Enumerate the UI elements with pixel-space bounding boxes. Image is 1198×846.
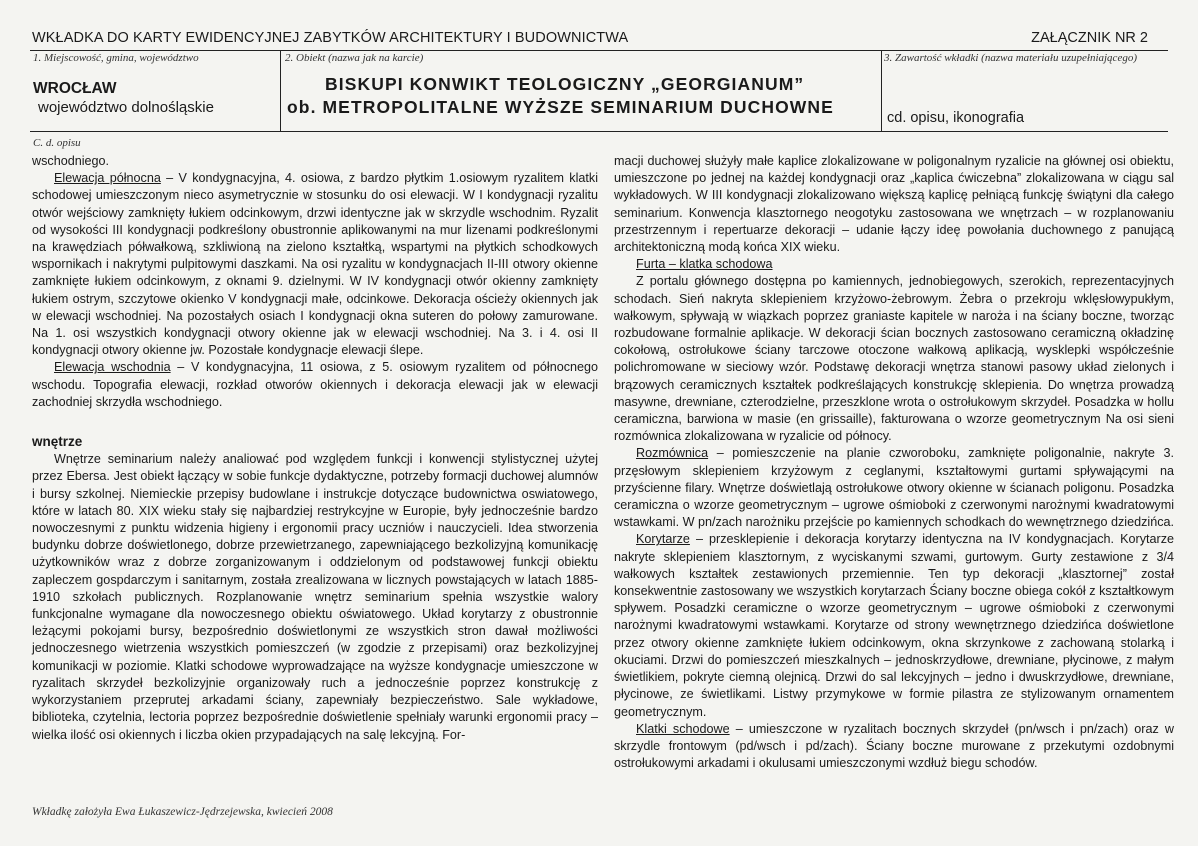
location-label: 1. Miejscowość, gmina, województwo [33,52,199,64]
paragraph-staircases: Klatki schodowe – umieszczone w ryzalitach bocznych skrzydeł (pn/wsch i pn/zach) oraz w skrzydle frontowym (pd/wsch i pd/zach). Ściany boczne murowane z przekutymi ozdobnymi ostrołukowymi arkadami i okulusami umieszczonymi wzdłuż biegu schodów. [614,721,1174,771]
right-column [614,153,1174,772]
region-name: województwo dolnośląskie [38,99,214,116]
attachment-number: ZAŁĄCZNIK NR 2 [1031,30,1148,46]
object-name-line1: BISKUPI KONWIKT TEOLOGICZNY „GEORGIANUM” [325,74,805,94]
form-title: WKŁADKA DO KARTY EWIDENCYJNEJ ZABYTKÓW ARCHITEKTURY I BUDOWNICTWA [32,30,629,46]
paragraph-continuation: wschodniego. [32,154,110,168]
header-bottom-rule [30,131,1168,132]
paragraph-north-elevation: Elewacja północna – V kondygnacyjna, 4. osiowa, z bardzo płytkim 1.osiowym ryzalitem klatki schodowej umieszczonym nieco asymetrycznie w stosunku do osi elewacji. W I kondygnacji ryzalitu otwór wejściowy zamknięty łukiem odcinkowym, drzwi identyczne jak w skrzydle wschodnim. Ryzalit od wysokości III kondygnacji podkreślony obustronnie aplikowanymi na mur lizenami podkreślonymi na krawędziach półwałkową, szkliwioną na zielono kształtką, wspartymi na płytkich schodkowych wspornikach i nakrytymi pulpitowymi daszkami. Na osi ryzalitu w kondygnacjach II-III otwory okienne zamknięte łukiem odcinkowym, z oknami 9. dzielnymi. W IV kondygnacji otwór okienny zamknięty łukiem ostrym, szczytowe okienko V kondygnacji małe, odcinkowe. Dekoracja ościeży okiennych jak w elewacji wschodniej. Na pozostałych osiach I kondygnacji okna suteren do połowy zamurowane. Na 1. osi wszystkich kondygnacji otwory okienne jak w elewacji wschodniej. Na 3. i 4. osi II kondygnacji otwory okienne jw. Pozostałe kondygnacje elewacji ślepe. [32,171,598,358]
paragraph-parlour: Rozmównica – pomieszczenie na planie czworoboku, zamknięte poligonalnie, nakryte 3. przęsłowym sklepieniem krzyżowym z ceglanymi, kształtowymi gurtami spływającymi na przyścienne filary. Wnętrze doświetlają ostrołukowe otwory okienne w ścianach poligonu. Posadzka ceramiczna o wzorze geometrycznym – ugrowe ośmioboki z czerwonymi narożnymi kwadratowymi wstawkami. W pn/zach narożniku przejście po kamiennych schodkach do wewnętrznego dziedzińca. [614,446,1174,530]
section-label: C. d. opisu [33,137,81,149]
paragraph-east-elevation: Elewacja wschodnia – V kondygnacyjna, 11 osiowa, z 5. osiowym ryzalitem od północnego wschodu. Topografia elewacji, rozkład otworów okiennych i dekoracja elewacji jak w elewacji zachodniej skrzydła wschodniego. [32,360,599,409]
heading-gate-staircase: Furta – klatka schodowa [636,257,773,272]
paragraph-gate-staircase: Z portalu głównego dostępna po kamiennych, jednobiegowych, szerokich, reprezentacyjnych schodach. Sień nakryta sklepieniem krzyżowo-żebrowym. Żebra o przekroju wklęsłowypukłym, wałkowym, spływają w wiązkach poprzez graniaste kapitele w naroża i na ściany boczne, tworząc rozbudowane formalnie aplikacje. W dekoracji ścian bocznych zastosowano ceramiczną okładzinę cokołową, ostrołukowe ściany tarczowe otoczone wałkową aplikacją, wysklepki współcześnie polichromowane w sieciowy wzór. Podstawę dekoracji wnętrza stanowi pasowy układ zielonych i brązowych ceramicznych kształtek podkreślających konstrukcję sklepienia. Do wnętrza prowadzą masywne, drewniane, czterodzielne, przeszklone wrota o ostrołukowym skrzydeł. Posadzka w hollu ceramiczna, barwiona w masie (en grissaille), fakturowana o wzorze geometrycznym Na osi sieni rozmównica zlokalizowana w ryzalicie od północy. [614,274,1174,444]
city-name: WROCŁAW [33,80,117,97]
footer-author: Wkładkę założyła Ewa Łukaszewicz-Jędrzejewska, kwiecień 2008 [32,806,333,818]
header-top-rule [30,50,1168,51]
heading-north-elevation: Elewacja północna [54,171,161,186]
box-divider-2 [881,50,882,132]
paragraph-formation: macji duchowej służyły małe kaplice zlokalizowane w poligonalnym ryzalicie na głównej osi obiektu, umieszczone po jednej na każdej kondygnacji oraz „kaplica ćwiczebna” zlokalizowana w ciągu sal wykładowych. W III kondygnacji zlokalizowano większą kaplicę pełniącą funkcję świątyni dla całego seminarium. Konwencja klasztornego neogotyku zastosowana we wnętrzach – w rozplanowaniu przestrzennym i repertuarze dekoracji – udanie łączy ideę powołania duchownego z panującą architektoniczną modą końca XIX wieku. [614,154,1174,255]
box-divider-1 [280,50,281,132]
paragraph-interior: Wnętrze seminarium należy analiować pod względem funkcji i konwencji stylistycznej użytej przez Ebersa. Jest obiekt łączący w sobie funkcje dydaktyczne, potrzeby formacji duchowej alumnów i bursy szkolnej. Niemieckie przepisy budowlane i instrukcje dotyczące budownictwa oswiatowego, które w latach 80. XIX wieku stały się najbardziej restrykcyjne w Europie, były jednocześnie bardzo nowoczesnymi z punktu widzenia higieny i ergonomii pracy uczniów i nauczycieli. Idea stworzenia budynku dobrze doświetlonego, dobrze przewietrzanego, zapewniającego bezkolizyjną komunikację użytkowników wraz z dobrze zorganizowanym i oddzielonym od podstawowej funkcji obiektu zapleczem gospdarczym i sanitarnym, została zrealizowana w licznych powstających w latach 1885-1910 szkołach publicznych. Rozplanowanie wnętrz seminarium spełnia wszystkie walory funkcjonalne wymagane dla nowoczesnego obiektu oświatowego. Układ korytarzy z obustronnie leżącymi pokojami bursy, bezpośrednio doświetlonymi ze wszystkich stron dawał możliwości jednoczesnego wietrzenia wszystkich pomieszczeń (w zgodzie z przepisami) oraz bezkolizyjnej komunikacji w poziomie. Klatki schodowe wyprowadzające na wyższe kondygnacje umieszczone w ryzalitach skrzydeł bezkolizyjnie organizowały ruch a jednocześnie poprzez konstrukcję z wykorzystaniem przeprutej arkadami ściany, zapewniały bezpieczeństwo. Sale wykładowe, biblioteka, czytelnia, lectoria poprzez bezpośrednie doświetlenie spełniały warunki ergonomii pracy – wielka ilość osi okiennych i liczba okien przypadających na salę lekcyjną. For- [32,452,598,742]
heading-staircases: Klatki schodowe [636,721,730,736]
heading-east-elevation: Elewacja wschodnia [54,360,171,375]
paragraph-corridors: Korytarze – przesklepienie i dekoracja korytarzy identyczna na IV kondygnacjach. Korytarze nakryte sklepieniem klasztornym, z wyciskanymi szwami, gurtowym. Gurty zestawione z 3/4 wałkowych kształtek zestawionych przemiennie. Ten typ dekoracji „klasztornej” został konsekwentnie zastosowany we wszystkich korytarzach Ściany boczne obiega cokół z kształtkowym spływem. Posadzki ceramiczne o wzorze geometrycznym – ugrowe ośmioboki z czerwonymi narożnymi kwadratowymi wstawkami. Korytarze od strony wewnętrznego dziedzińca doświetlone przez otwory okienne zamknięte łukiem odcinkowym, okna skrzynkowe z zachowaną stolarką i okuciami. Drzwi do pomieszczeń mieszkalnych – jednoskrzydłowe, drewniane, płycinowe, z małym świetlikiem, pokryte ciemną olejnicą. Drzwi do sal lekcyjnych – jedno i dwuskrzydłowe, drewniane, płycinowe, ze świetlikami. Listwy przymykowe w formie pilastra ze stylizowanym ornamentem geometrycznym. [614,532,1174,719]
heading-corridors: Korytarze [636,532,690,547]
left-column [32,153,598,744]
object-name-line2: ob. METROPOLITALNE WYŻSZE SEMINARIUM DUCHOWNE [287,97,834,117]
insert-content-value: cd. opisu, ikonografia [887,110,1025,126]
insert-content-label: 3. Zawartość wkładki (nazwa materiału uzupełniającego) [884,52,1137,64]
object-label: 2. Obiekt (nazwa jak na karcie) [285,52,424,64]
heading-parlour: Rozmównica [636,446,709,461]
heading-interior: wnętrze [32,434,83,450]
